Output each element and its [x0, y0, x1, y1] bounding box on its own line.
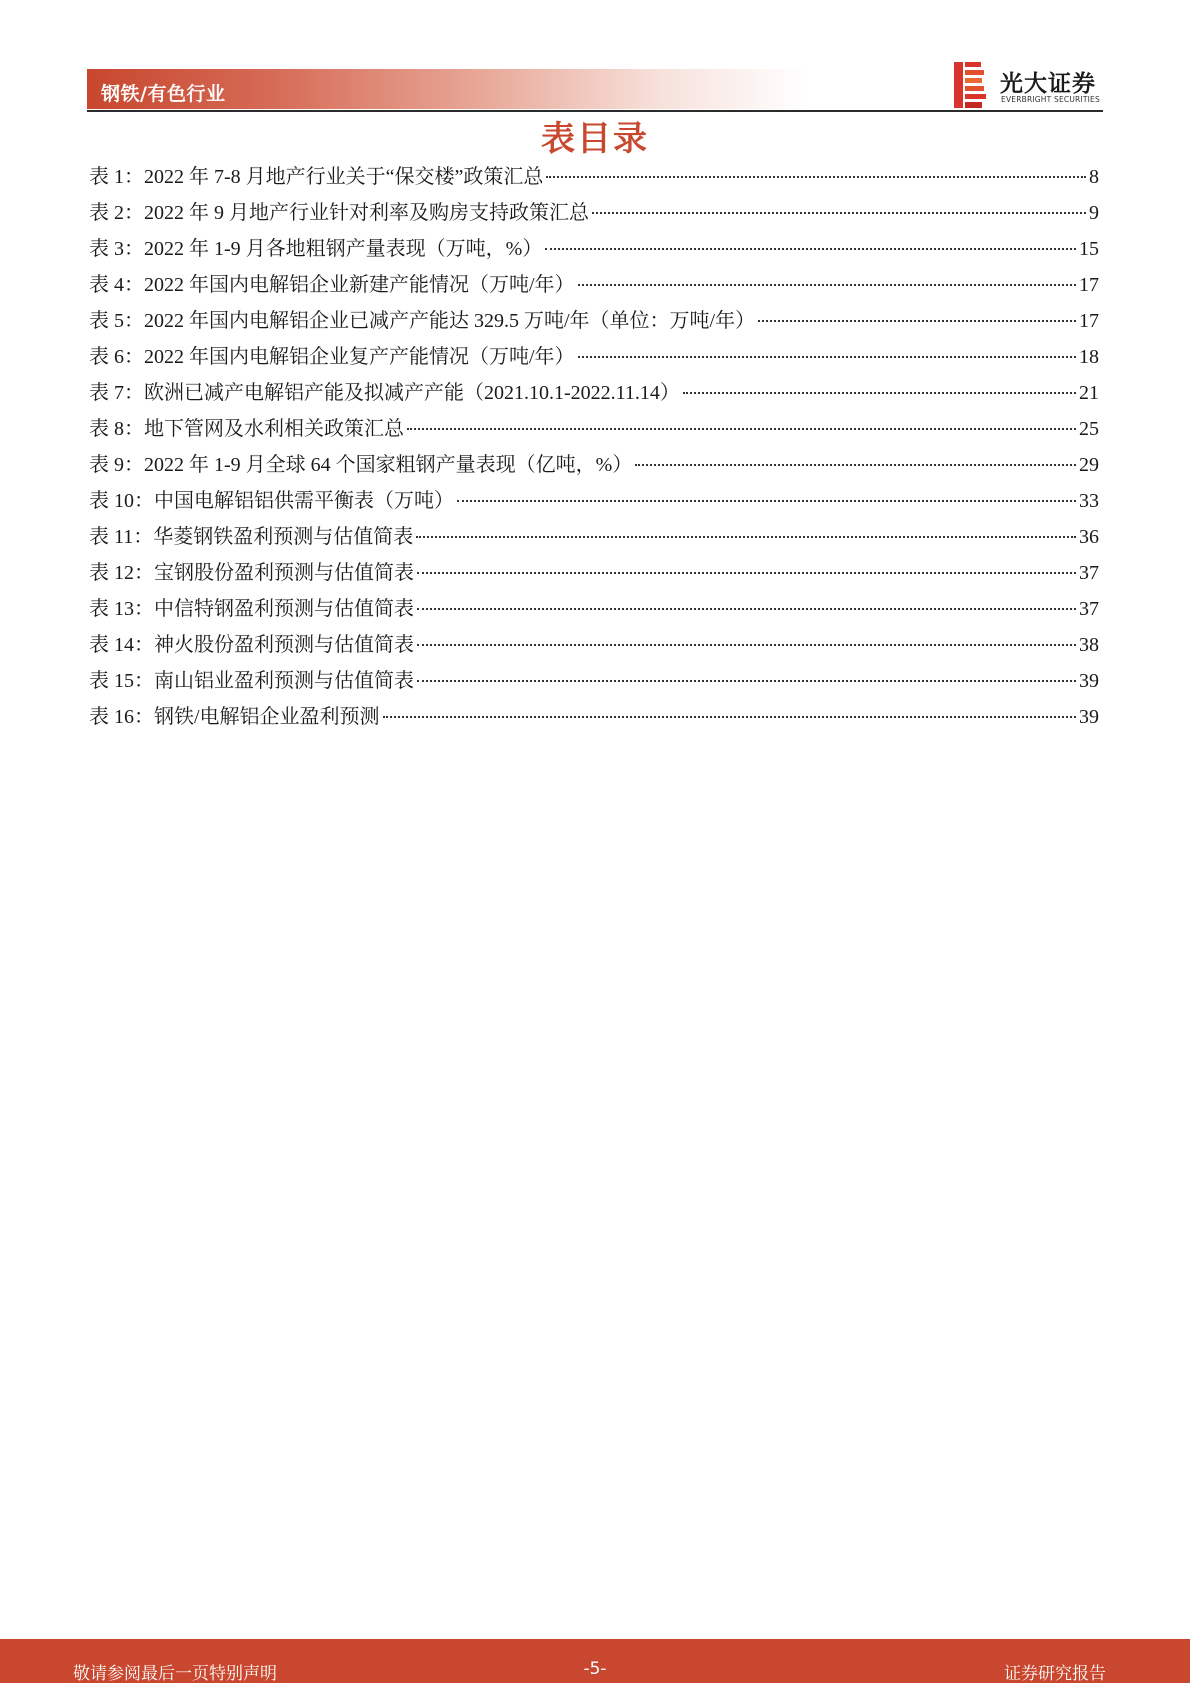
toc-entry[interactable]	[89, 375, 1099, 411]
toc-entry-label[interactable]: 表 11：华菱钢铁盈利预测与估值简表	[89, 526, 414, 548]
toc-entry-page[interactable]: 21	[1079, 382, 1099, 404]
toc-dot-leader	[635, 464, 1076, 466]
brand-name-en: EVERBRIGHT SECURITIES	[1001, 95, 1100, 104]
toc-entry[interactable]	[89, 555, 1099, 591]
toc-entry-label[interactable]: 表 8：地下管网及水利相关政策汇总	[89, 418, 404, 440]
toc-dot-leader	[592, 212, 1086, 214]
page-title: 表目录	[541, 119, 649, 159]
toc-entry[interactable]	[89, 699, 1099, 735]
toc-entry-label[interactable]: 表 15：南山铝业盈利预测与估值简表	[89, 670, 414, 692]
toc-entry-page[interactable]: 36	[1079, 526, 1099, 548]
toc-entry-label[interactable]: 表 1：2022 年 7-8 月地产行业关于“保交楼”政策汇总	[89, 166, 544, 188]
toc-dot-leader	[578, 284, 1076, 286]
toc-dot-leader	[417, 572, 1076, 574]
toc-dot-leader	[383, 716, 1076, 718]
toc-entry[interactable]	[89, 267, 1099, 303]
toc-entry-page[interactable]: 37	[1079, 562, 1099, 584]
toc-entry-label[interactable]: 表 7：欧洲已减产电解铝产能及拟减产产能（2021.10.1-2022.11.14）	[89, 382, 680, 404]
toc-entry-label[interactable]: 表 3：2022 年 1-9 月各地粗钢产量表现（万吨，%）	[89, 238, 543, 260]
toc-entry-page[interactable]: 17	[1079, 274, 1099, 296]
footer-page-number: -5-	[583, 1659, 607, 1679]
toc-entry-page[interactable]: 33	[1079, 490, 1099, 512]
toc-entry[interactable]	[89, 519, 1099, 555]
brand-logo	[954, 62, 1104, 108]
toc-entry-label[interactable]: 表 16：钢铁/电解铝企业盈利预测	[89, 706, 380, 728]
toc-entry[interactable]	[89, 195, 1099, 231]
toc-entry-page[interactable]: 18	[1079, 346, 1099, 368]
toc-entry-page[interactable]: 39	[1079, 706, 1099, 728]
toc-entry[interactable]	[89, 303, 1099, 339]
toc-entry[interactable]	[89, 663, 1099, 699]
table-of-contents	[89, 159, 1099, 735]
toc-dot-leader	[407, 428, 1076, 430]
toc-entry[interactable]	[89, 591, 1099, 627]
toc-entry-page[interactable]: 15	[1079, 238, 1099, 260]
toc-entry-page[interactable]: 38	[1079, 634, 1099, 656]
toc-entry-label[interactable]: 表 6：2022 年国内电解铝企业复产产能情况（万吨/年）	[89, 346, 575, 368]
brand-name-cn: 光大证券	[1000, 71, 1096, 97]
toc-dot-leader	[457, 500, 1076, 502]
toc-entry-page[interactable]: 29	[1079, 454, 1099, 476]
toc-entry-label[interactable]: 表 13：中信特钢盈利预测与估值简表	[89, 598, 414, 620]
toc-dot-leader	[545, 248, 1076, 250]
toc-entry-label[interactable]: 表 2：2022 年 9 月地产行业针对利率及购房支持政策汇总	[89, 202, 589, 224]
everbright-logo-icon	[954, 62, 986, 108]
toc-entry-page[interactable]: 37	[1079, 598, 1099, 620]
toc-entry[interactable]	[89, 159, 1099, 195]
toc-entry-label[interactable]: 表 5：2022 年国内电解铝企业已减产产能达 329.5 万吨/年（单位：万吨/年）	[89, 310, 756, 332]
toc-dot-leader	[416, 536, 1076, 538]
toc-entry-page[interactable]: 8	[1089, 166, 1099, 188]
toc-entry-label[interactable]: 表 12：宝钢股份盈利预测与估值简表	[89, 562, 414, 584]
toc-entry-page[interactable]: 25	[1079, 418, 1099, 440]
toc-entry[interactable]	[89, 627, 1099, 663]
toc-dot-leader	[417, 680, 1076, 682]
toc-dot-leader	[546, 176, 1086, 178]
footer-disclaimer: 敬请参阅最后一页特别声明	[73, 1664, 277, 1684]
toc-entry[interactable]	[89, 483, 1099, 519]
toc-dot-leader	[683, 392, 1076, 394]
header-section-title: 钢铁/有色行业	[101, 83, 226, 105]
toc-dot-leader	[417, 608, 1076, 610]
toc-dot-leader	[417, 644, 1076, 646]
toc-entry-page[interactable]: 17	[1079, 310, 1099, 332]
toc-entry-page[interactable]: 39	[1079, 670, 1099, 692]
toc-entry-page[interactable]: 9	[1089, 202, 1099, 224]
toc-entry-label[interactable]: 表 14：神火股份盈利预测与估值简表	[89, 634, 414, 656]
toc-entry-label[interactable]: 表 10：中国电解铝铝供需平衡表（万吨）	[89, 490, 454, 512]
toc-dot-leader	[758, 320, 1076, 322]
toc-entry[interactable]	[89, 339, 1099, 375]
toc-entry[interactable]	[89, 231, 1099, 267]
toc-dot-leader	[578, 356, 1076, 358]
toc-entry[interactable]	[89, 447, 1099, 483]
toc-entry[interactable]	[89, 411, 1099, 447]
footer-report-type: 证券研究报告	[1004, 1664, 1106, 1684]
toc-entry-label[interactable]: 表 9：2022 年 1-9 月全球 64 个国家粗钢产量表现（亿吨，%）	[89, 454, 633, 476]
toc-entry-label[interactable]: 表 4：2022 年国内电解铝企业新建产能情况（万吨/年）	[89, 274, 575, 296]
